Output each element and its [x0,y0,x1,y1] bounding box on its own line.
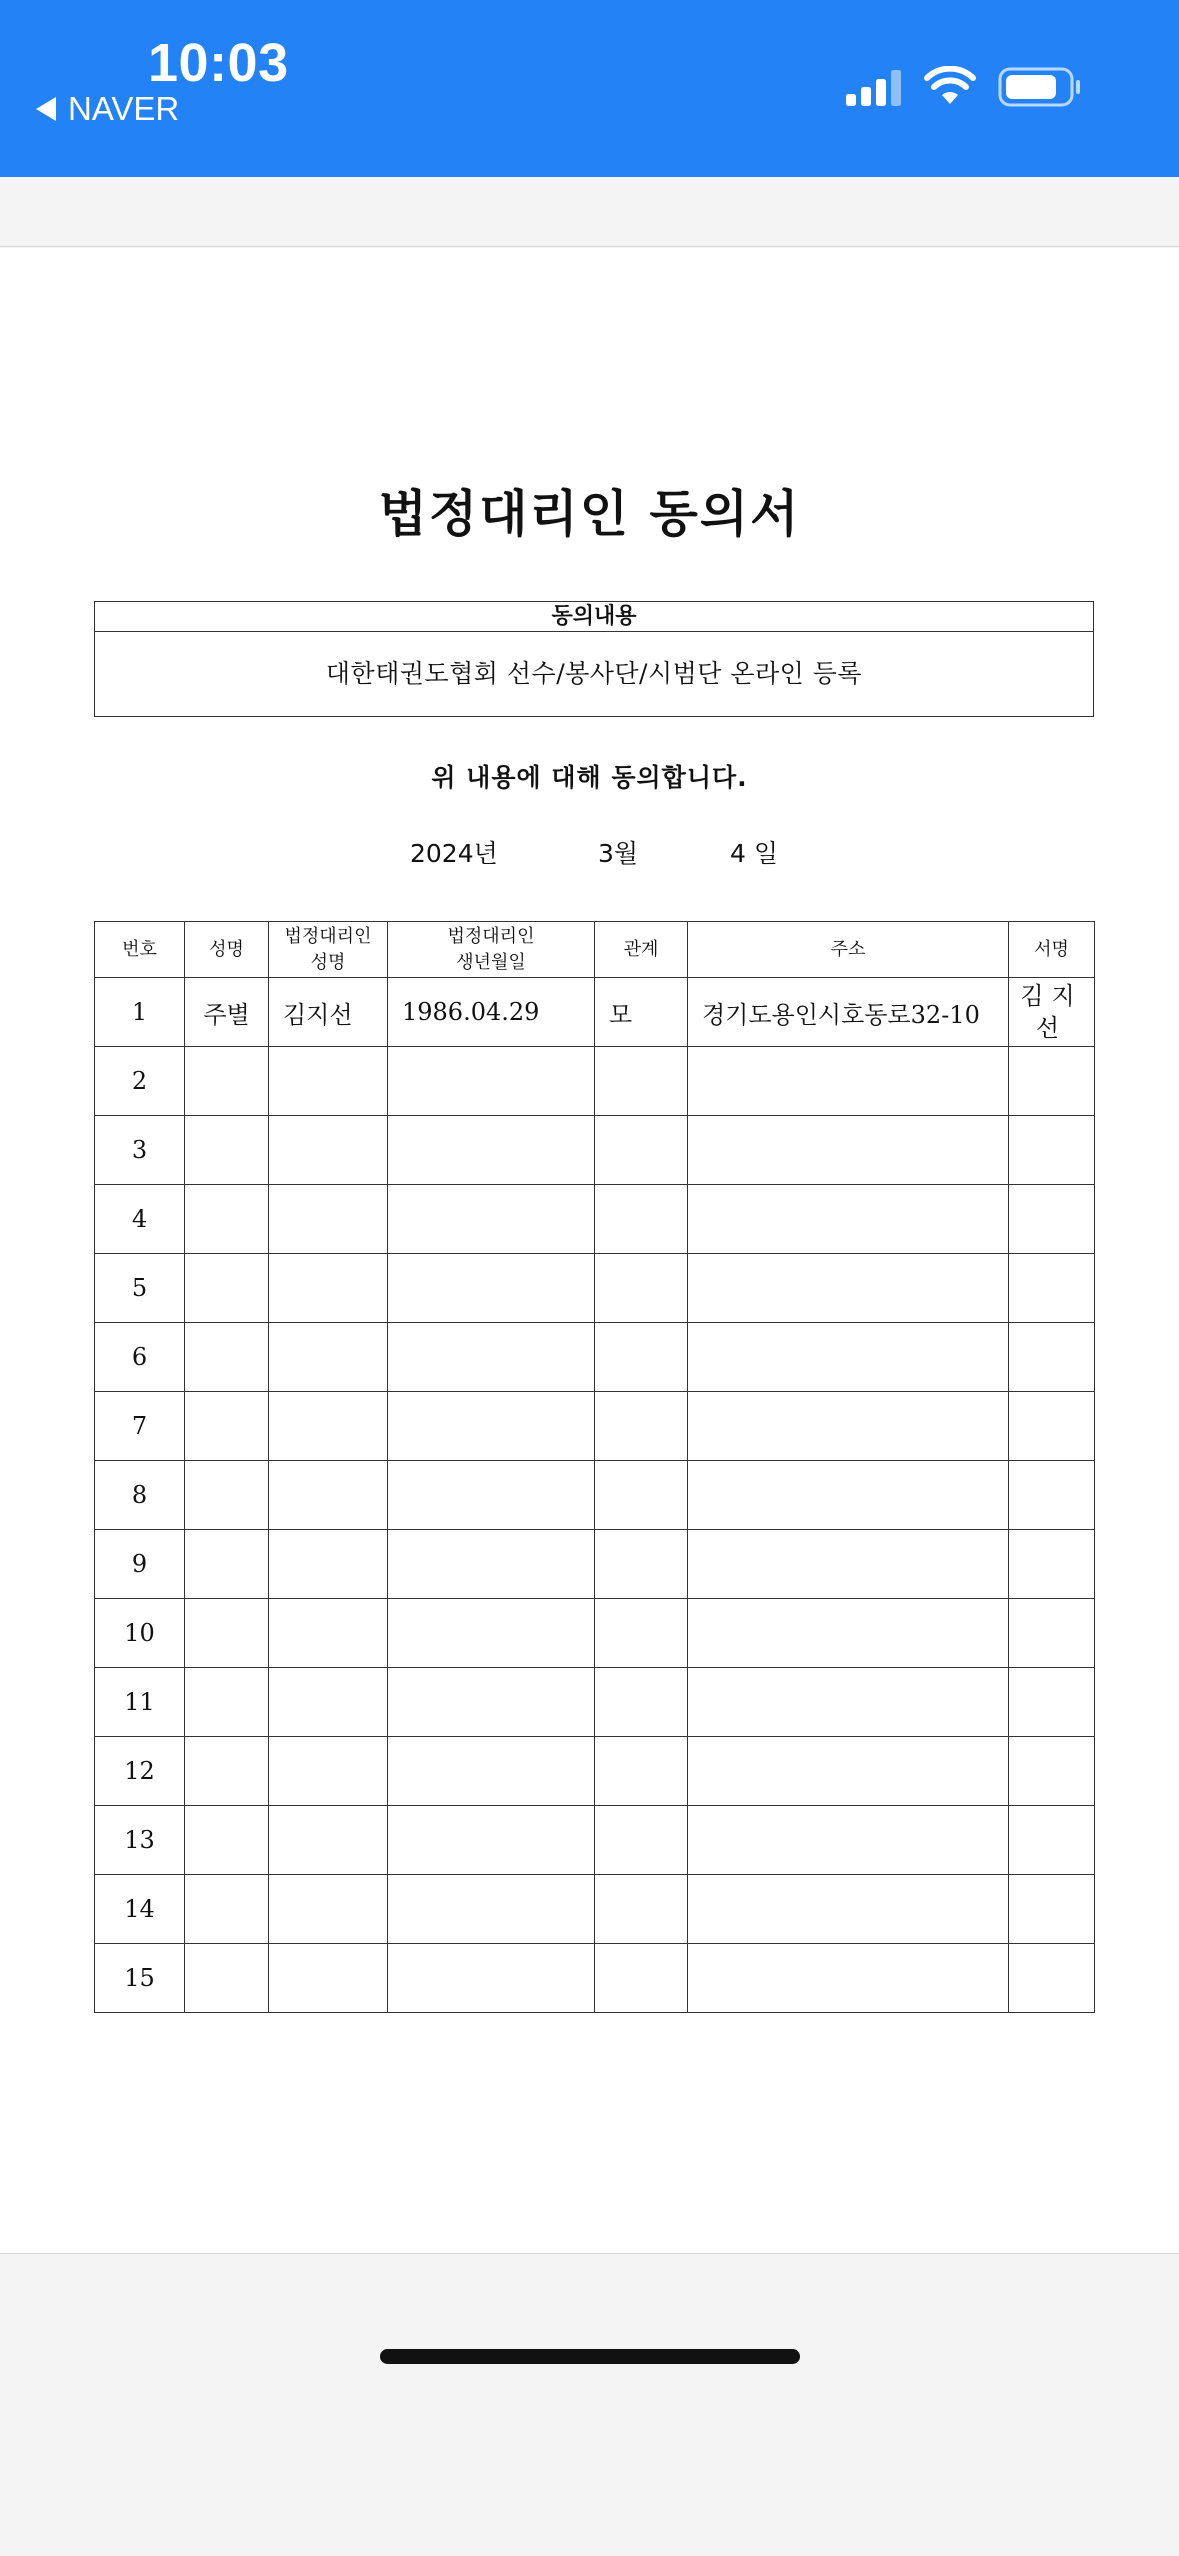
cell-number: 1 [95,978,185,1047]
date-year: 2024년 [410,839,498,868]
cell-name [185,1944,269,2013]
table-row [95,1185,1095,1254]
status-bar [0,0,1179,177]
cell-guardian-name [269,1323,388,1392]
table-row [95,1530,1095,1599]
table-row [95,1047,1095,1116]
cell-signature [1009,1875,1095,1944]
cell-guardian-birth [388,1875,595,1944]
document-title: 법정대리인 동의서 [378,485,801,543]
cell-relation [595,1875,688,1944]
cell-relation [595,1530,688,1599]
cell-guardian-birth [388,1668,595,1737]
back-arrow-icon [36,97,56,121]
status-time: 10:03 [148,33,289,93]
cell-guardian-birth [388,1047,595,1116]
cell-guardian-name [269,1806,388,1875]
cell-guardian-name [269,1875,388,1944]
cell-relation [595,1737,688,1806]
cell-guardian-name [269,1530,388,1599]
cell-relation [595,1185,688,1254]
cell-name [185,1047,269,1116]
table-row [95,978,1095,1047]
cell-address [688,1737,1009,1806]
cell-name [185,1392,269,1461]
home-indicator[interactable] [380,2349,800,2364]
date-line [0,834,1179,868]
cell-guardian-birth [388,1254,595,1323]
cell-signature [1009,1047,1095,1116]
cell-guardian-name [269,1047,388,1116]
table-row [95,1599,1095,1668]
consent-body: 대한태권도협회 선수/봉사단/시범단 온라인 등록 [325,659,863,688]
consent-header: 동의내용 [95,602,1093,632]
cell-address [688,1116,1009,1185]
cell-guardian-name [269,1116,388,1185]
cell-address [688,1185,1009,1254]
cell-name [185,1116,269,1185]
cell-relation [595,1461,688,1530]
cell-name: 주별 [185,978,269,1047]
cell-guardian-birth [388,1323,595,1392]
cell-number: 12 [95,1737,185,1806]
cell-guardian-birth [388,1185,595,1254]
cell-address [688,1668,1009,1737]
cell-name [185,1875,269,1944]
table-row [95,1461,1095,1530]
back-app-label: NAVER [68,90,180,127]
cell-guardian-name [269,1254,388,1323]
cell-guardian-name [269,1944,388,2013]
cell-guardian-name [269,1737,388,1806]
table-row [95,1254,1095,1323]
cell-number: 11 [95,1668,185,1737]
header-number: 번호 [95,922,185,978]
cell-number: 6 [95,1323,185,1392]
header-relation: 관계 [595,922,688,978]
header-guardian-name: 법정대리인 성명 [269,922,388,978]
cell-number: 7 [95,1392,185,1461]
cell-guardian-birth [388,1599,595,1668]
cell-guardian-birth [388,1392,595,1461]
cell-number: 5 [95,1254,185,1323]
document-page [0,248,1179,2254]
cell-signature [1009,1116,1095,1185]
table-row [95,1323,1095,1392]
cell-address [688,1323,1009,1392]
date-month: 3월 [598,839,639,868]
cell-signature [1009,1254,1095,1323]
cell-name [185,1254,269,1323]
cell-signature [1009,1737,1095,1806]
cell-number: 10 [95,1599,185,1668]
cell-signature [1009,1392,1095,1461]
cell-signature [1009,1185,1095,1254]
cell-number: 14 [95,1875,185,1944]
cell-number: 2 [95,1047,185,1116]
cell-address: 경기도용인시호동로32-10 [688,978,1009,1047]
cell-address [688,1461,1009,1530]
cell-guardian-birth: 1986.04.29 [388,978,595,1047]
cell-guardian-birth [388,1461,595,1530]
cell-relation [595,1254,688,1323]
cell-name [185,1530,269,1599]
battery-icon [998,67,1082,107]
cell-relation [595,1944,688,2013]
cell-guardian-name [269,1599,388,1668]
cell-signature [1009,1461,1095,1530]
cell-signature [1009,1599,1095,1668]
table-row [95,1392,1095,1461]
cell-number: 9 [95,1530,185,1599]
cell-relation [595,1806,688,1875]
cell-guardian-name [269,1392,388,1461]
cell-signature [1009,1806,1095,1875]
table-header-row [95,922,1095,978]
cell-name [185,1668,269,1737]
cell-signature [1009,1944,1095,2013]
header-signature: 서명 [1009,922,1095,978]
cell-relation [595,1668,688,1737]
header-guardian-birth: 법정대리인 생년월일 [388,922,595,978]
header-name: 성명 [185,922,269,978]
table-row [95,1737,1095,1806]
cell-guardian-birth [388,1116,595,1185]
viewer-toolbar-area [0,177,1179,247]
back-to-app-button[interactable] [36,90,179,128]
cell-guardian-name: 김지선 [269,978,388,1047]
cell-guardian-birth [388,1806,595,1875]
cell-address [688,1392,1009,1461]
cellular-signal-icon [846,68,904,106]
cell-address [688,1530,1009,1599]
cell-relation [595,1599,688,1668]
cell-guardian-birth [388,1944,595,2013]
cell-address [688,1254,1009,1323]
cell-guardian-birth [388,1530,595,1599]
wifi-icon [924,66,976,106]
cell-name [185,1461,269,1530]
cell-address [688,1806,1009,1875]
guardian-consent-table [94,921,1095,2013]
cell-number: 8 [95,1461,185,1530]
table-row [95,1668,1095,1737]
consent-box [94,601,1094,717]
cell-signature [1009,1323,1095,1392]
cell-name [185,1185,269,1254]
cell-address [688,1944,1009,2013]
cell-number: 4 [95,1185,185,1254]
cell-relation [595,1323,688,1392]
cell-name [185,1599,269,1668]
cell-number: 15 [95,1944,185,2013]
cell-signature: 김지선 [1009,978,1095,1047]
cell-name [185,1806,269,1875]
agreement-statement: 위 내용에 대해 동의합니다. [431,763,748,792]
cell-guardian-name [269,1461,388,1530]
cell-guardian-birth [388,1737,595,1806]
cell-name [185,1737,269,1806]
date-day: 4 일 [730,839,779,868]
table-row [95,1116,1095,1185]
table-row [95,1806,1095,1875]
cell-relation [595,1047,688,1116]
cell-relation [595,1116,688,1185]
cell-address [688,1599,1009,1668]
cell-relation: 모 [595,978,688,1047]
table-row [95,1944,1095,2013]
header-address: 주소 [688,922,1009,978]
cell-guardian-name [269,1668,388,1737]
cell-address [688,1875,1009,1944]
cell-address [688,1047,1009,1116]
cell-guardian-name [269,1185,388,1254]
cell-signature [1009,1530,1095,1599]
cell-number: 13 [95,1806,185,1875]
cell-name [185,1323,269,1392]
table-row [95,1875,1095,1944]
cell-relation [595,1392,688,1461]
cell-signature [1009,1668,1095,1737]
cell-number: 3 [95,1116,185,1185]
